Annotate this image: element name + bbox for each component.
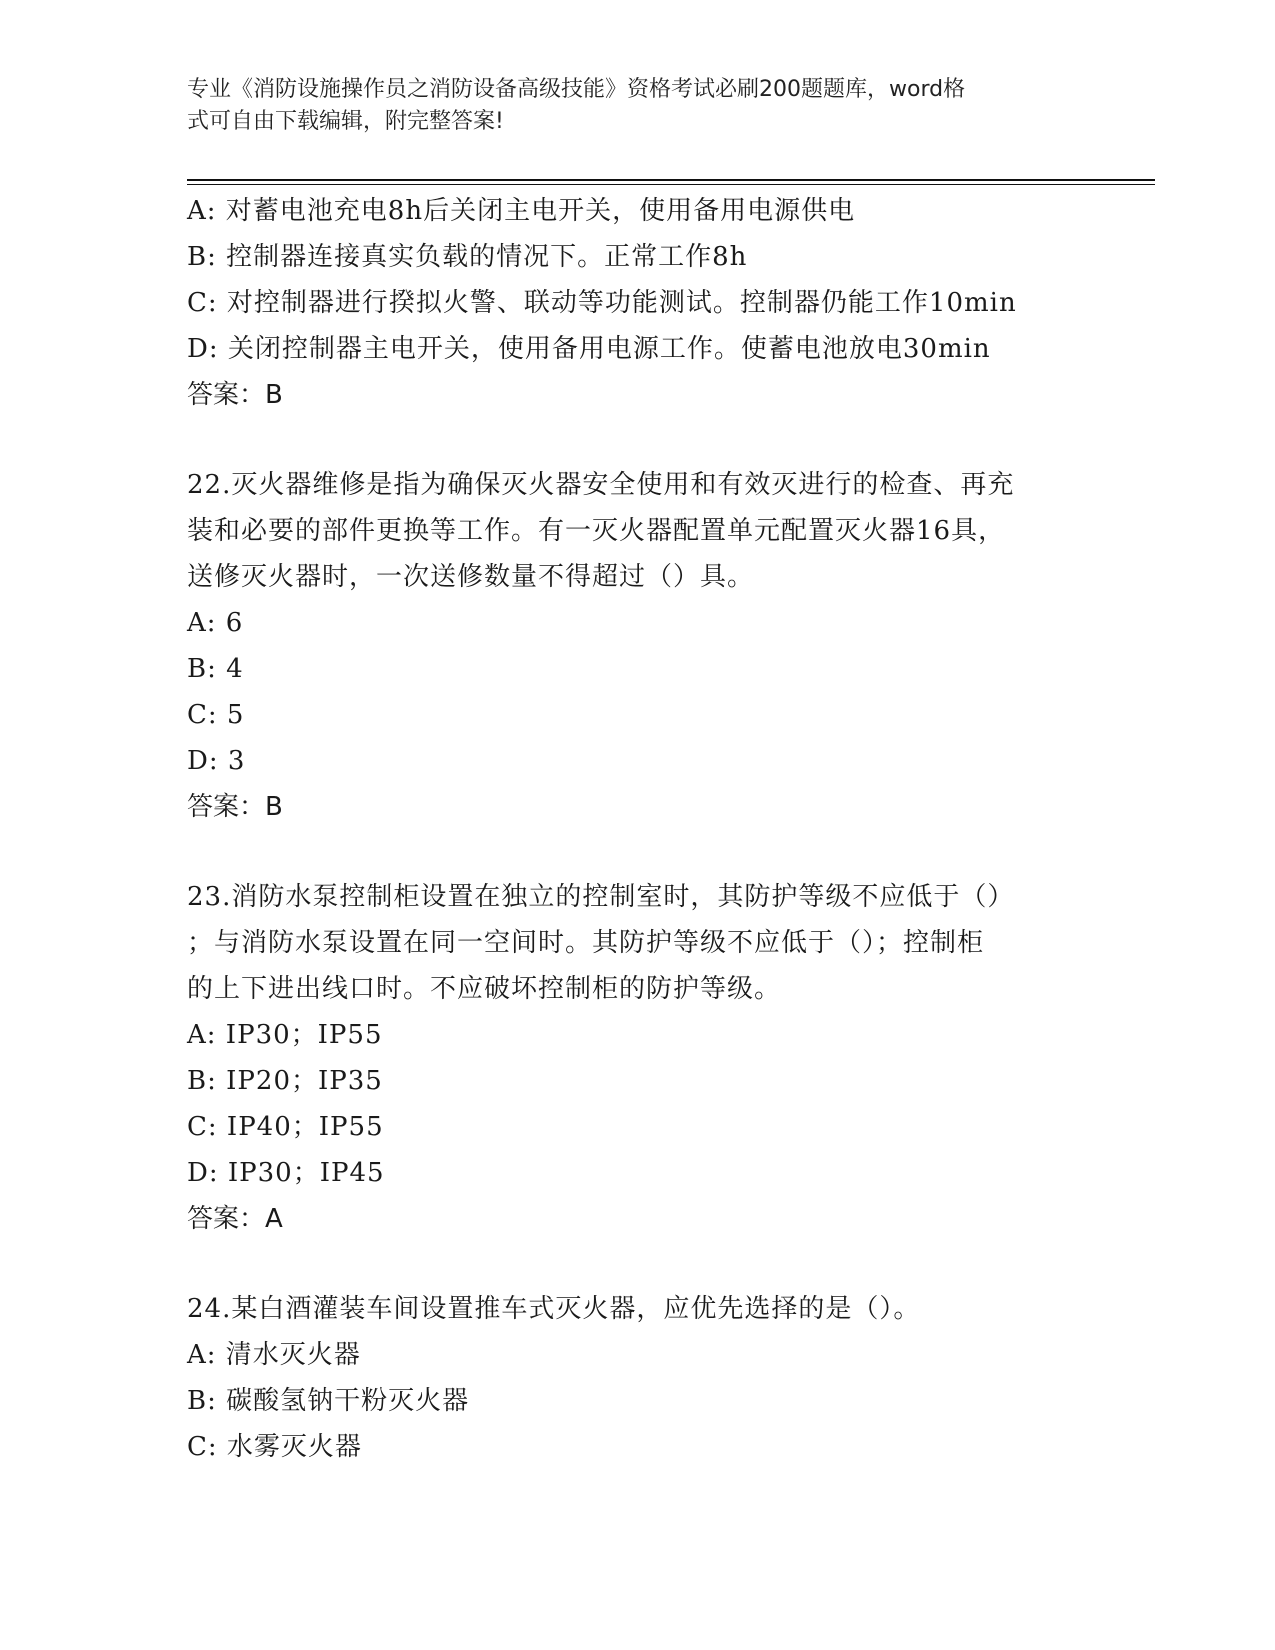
question-23 <box>187 874 1087 1242</box>
header-line-1: 专业《消防设施操作员之消防设备高级技能》资格考试必刷200题题库，word格 <box>187 77 966 102</box>
option-a: A: 6 <box>187 608 244 638</box>
option-c: C: 5 <box>187 700 245 730</box>
answer-line: 答案：B <box>187 380 283 410</box>
answer-line: 答案：A <box>187 1204 283 1234</box>
option-c: C: IP40；IP55 <box>187 1112 384 1142</box>
header-line-2: 式可自由下载编辑，附完整答案! <box>187 109 504 134</box>
option-a: A: 对蓄电池充电8h后关闭主电开关，使用备用电源供电 <box>187 196 856 226</box>
option-a: A: 清水灭火器 <box>187 1340 361 1370</box>
option-a: A: IP30；IP55 <box>187 1020 383 1050</box>
question-22 <box>187 462 1087 830</box>
question-text-line: 的上下进出线口时。不应破坏控制柜的防护等级。 <box>187 974 782 1004</box>
answer-line: 答案：B <box>187 792 283 822</box>
option-c: C: 水雾灭火器 <box>187 1432 362 1462</box>
document-header <box>187 74 1067 138</box>
header-divider-thin <box>187 184 1155 185</box>
question-text-line: ；与消防水泵设置在同一空间时。其防护等级不应低于（）；控制柜 <box>187 928 985 958</box>
option-b: B: IP20；IP35 <box>187 1066 383 1096</box>
option-d: D: IP30；IP45 <box>187 1158 385 1188</box>
option-b: B: 4 <box>187 654 244 684</box>
option-b: B: 碳酸氢钠干粉灭火器 <box>187 1386 470 1416</box>
question-text-line: 装和必要的部件更换等工作。有一灭火器配置单元配置灭火器16具， <box>187 516 1006 546</box>
question-24 <box>187 1286 1087 1470</box>
option-d: D: 3 <box>187 746 246 776</box>
question-text-line: 22.灭火器维修是指为确保灭火器安全使用和有效灭进行的检查、再充 <box>187 470 1015 500</box>
question-21 <box>187 188 1087 418</box>
question-text-line: 24.某白酒灌装车间设置推车式灭火器，应优先选择的是（）。 <box>187 1294 921 1324</box>
question-text-line: 送修灭火器时，一次送修数量不得超过（）具。 <box>187 562 755 592</box>
option-b: B: 控制器连接真实负载的情况下。正常工作8h <box>187 242 748 272</box>
option-d: D: 关闭控制器主电开关，使用备用电源工作。使蓄电池放电30min <box>187 334 991 364</box>
option-c: C: 对控制器进行揆拟火警、联动等功能测试。控制器仍能工作10min <box>187 288 1017 318</box>
question-content <box>187 188 1087 1470</box>
question-text-line: 23.消防水泵控制柜设置在独立的控制室时，其防护等级不应低于（） <box>187 882 1015 912</box>
header-divider-thick <box>187 179 1155 181</box>
